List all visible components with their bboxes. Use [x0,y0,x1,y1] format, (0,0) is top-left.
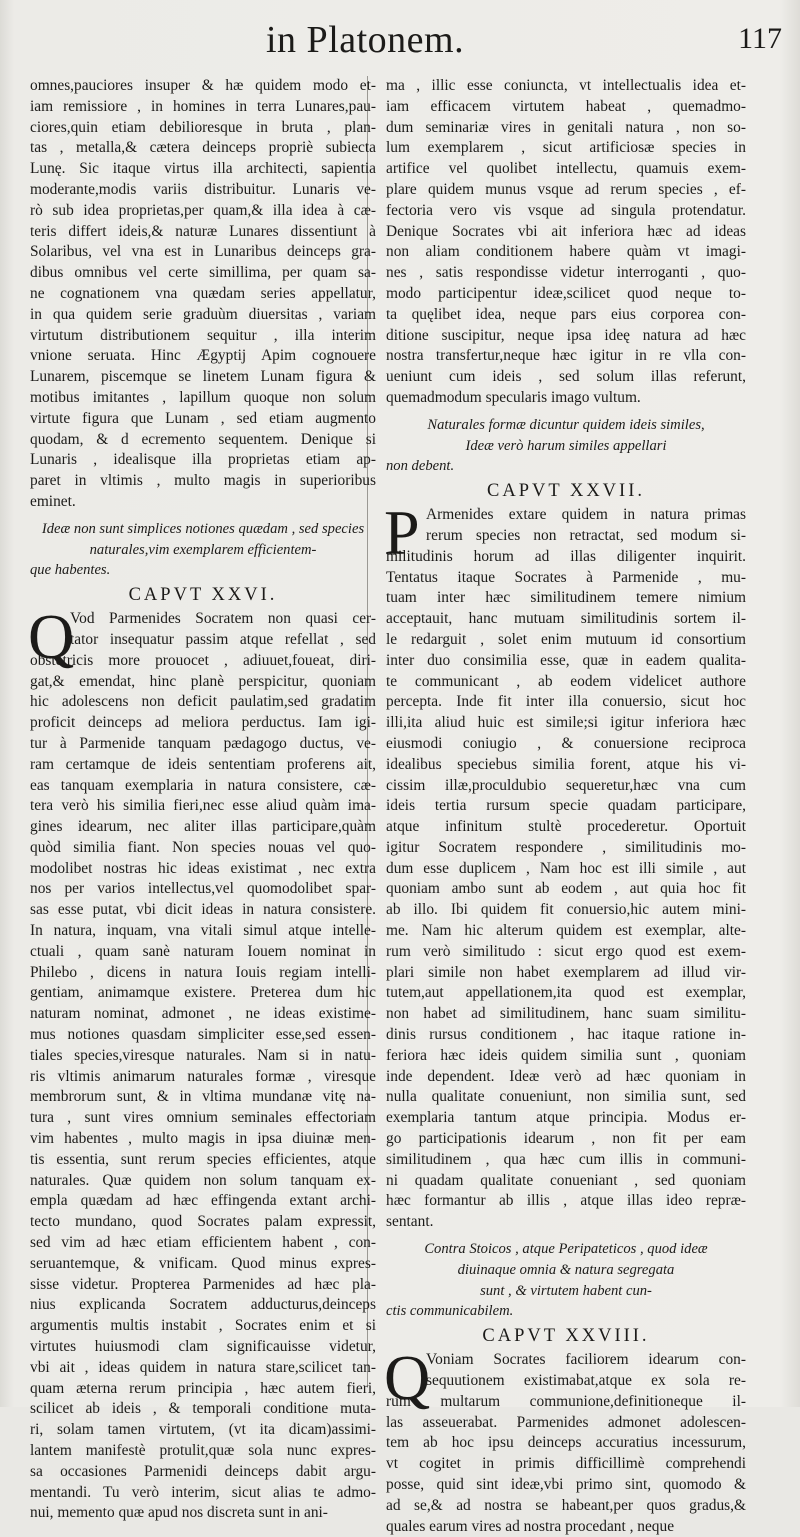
text-line: atque infinitum stultè procederetur. Oportuit [386,818,746,836]
text-line: proficit deinceps ad meliora perductus. Iam igi- [30,714,376,732]
text-line: rum multarum communione,definitioneque il- [386,1392,746,1410]
chapter-heading-xxvii: CAPVT XXVII. [487,481,645,502]
text-line: ta quęlibet idea, neque pars eius corporea con- [386,305,746,323]
text-line: omnes,pauciores insuper & hæ quidem modo et- [30,77,376,94]
text-line: sequutionem existimabat,atque ex sola re- [426,1372,746,1390]
text-line: ueniunt cum ideis , sed solum illas referunt, [386,368,746,386]
text-line: ab illo. Ibi quidem fit conuersio,hic autem mini- [386,901,746,919]
right-column [386,76,746,1537]
text-line: Solaribus, vel vna est in Lunaribus deinceps gra- [30,243,376,261]
text-line: tiales species,viresque naturales. Nam si in natu- [30,1046,376,1064]
text-line: las asseuerabat. Parmenides admonet adolescen- [386,1413,746,1431]
text-line: ad se,& ad nostra se habeant,per quos gradus,& [386,1496,746,1514]
text-line: modo participentur ideæ,scilicet quod neque to- [386,284,746,302]
text-line: virtutes huiusmodi clam significauisse videtur, [30,1338,376,1356]
text-line: tecto mundano, quod Socrates palam expressit, [30,1213,376,1231]
text-line: inter duo consimilia esse, quæ in eadem qualita- [386,651,746,669]
text-line: ri, solam tamen virtutem, (vt ita dicam)assimi- [30,1421,376,1439]
drop-cap: Q [384,1342,431,1414]
text-line: inde dependent. Ideæ verò ad hæc quoniam in [386,1067,746,1085]
text-line: vt cogitet in primis difficillimè comprehendi [386,1455,746,1473]
text-line: membrorum sunt, & in vltima mundanæ vitę na- [30,1088,376,1106]
text-line: sa occasiones Parmenidi deinceps dabit argu- [30,1462,376,1480]
text-line: illi,ita aliud huic est simile;si igitur inferiora hæc [386,714,746,732]
summary-line: Ideæ non sunt simplices notiones quædam , sed species [41,520,365,537]
chapter-xxviii-body [384,1342,746,1537]
text-line: seruantemque, & vnificam. Quod minus expres- [30,1254,376,1272]
text-line: te communicant , ab eodem videlicet authore [386,672,746,690]
text-line: acceptauit, hanc mutuam similitudinis sortem il- [386,610,746,628]
text-line: sentant. [386,1213,434,1231]
left-column [30,76,376,1524]
text-line: paret in vltimis , multo magis in superioribus [30,472,376,490]
text-line: Tentatus itaque Socrates à Parmenide , mu- [386,568,746,586]
text-line: eas tanquam exemplaria in natura consistere, cæ- [30,776,376,794]
chapter-xxvii-body [384,497,746,1233]
text-line: tator insequatur passim atque refellat , sed [70,630,376,648]
text-line: Lunarem, piscemque se linetem Lunam figura & [30,368,376,386]
text-line: tera verò his similia fieri,nec esse aliud quàm ima- [30,797,376,815]
text-line: dibus omnibus vel certe simillima, per quam sa- [30,264,376,282]
text-line: non aliam conditionem habere quàm vt imagi- [386,243,746,261]
text-line: tem ab hoc ipsu deinceps accuratius incessurum, [386,1434,746,1452]
text-line: Denique Socrates vbi ait inferiora hæc ad ideas [386,222,746,240]
text-line: empla quædam ad hæc effingenda extant archi- [30,1192,376,1210]
text-line: sisse videtur. Propterea Parmenides ad hæc pla- [30,1275,376,1293]
text-line: nes , satis respondisse videtur interroganti , quo- [386,264,746,282]
text-line: modolibet nostras hic ideas existimat , nec extra [30,859,376,877]
text-line: tas , metalla,& cætera deinceps propriè subiecta [30,139,376,157]
text-line: motibus imitantes , lapillum quoque non solum [30,388,376,406]
text-line: mentandi. Tu verò interim, sicut alias te admo- [30,1483,376,1501]
text-line: rerum species non retractat, sed modum si- [426,526,746,544]
text-line: ditione suscipitur, neque ipsa ideę natura ad hæc [386,326,746,344]
text-line: exemplaria tantum atque principia. Modus er- [386,1109,746,1127]
chapter-summary-xxvii [386,415,746,477]
text-line: lantem manifestè protulit,quæ sola nunc expres- [30,1442,376,1459]
text-line: iam remissiore , in homines in terra Lunares,pau- [30,97,376,115]
text-line: gines idearum, nec aliter illas participare,quàm [30,818,376,836]
summary-line: naturales,vim exemplarem efficientem- [89,541,317,558]
chapter-xxvi-body [28,601,376,1524]
text-line: quòd similia fiant. Non species nouas vel quo- [30,838,376,856]
text-line: tis essentia, sunt rerum species efficientes, atque [30,1150,376,1168]
text-line: quales earum vires ad nostra procedant , neque [386,1517,675,1535]
text-line: teris differt ideis,& naturæ Lunares dissentiunt à [30,222,376,240]
text-line: mus notiones quasdam simpliciter esse,sed essen- [30,1026,376,1044]
text-line: naturales. Quæ quidem non solum tanquam ex- [30,1171,376,1189]
text-line: vim habentes , multo magis in ipsa diuinæ men- [30,1130,376,1148]
text-line: cissim illæ,proculdubio sequeretur,hæc vna cum [386,776,746,794]
text-line: Philebo , dicens in natura Iouis regiam intelli- [30,963,376,981]
text-line: ni quadam qualitate conueniant , sed quoniam [386,1171,746,1189]
text-line: feriora hæc ideis quidem similia sunt , quoniam [386,1046,746,1064]
text-line: vnione seruata. Hinc Ægyptij Apim cognouere [30,347,376,365]
text-line: quam æterna rerum principia , hæc autem fieri, [30,1379,376,1397]
text-line: iam efficacem virtutem habeat , quemadmo- [386,97,746,115]
summary-line: que habentes. [30,562,111,579]
summary-line: Ideæ verò harum similes appellari [465,437,667,454]
running-head [0,18,800,78]
text-line: hæc formantur ab illis , atque illas ideo repræ- [386,1192,746,1210]
text-line: eiusmodi coniugio , & conuersione reciproca [386,734,746,752]
text-line: plari simile non habet exemplarem ad illud vir- [386,963,746,981]
text-line: ctuali , quam sanè naturam Iouem nominat in [30,942,376,960]
text-line: rò sub idea proprietas,per quam,& illa idea à cæ- [30,201,376,219]
text-line: quoniam ambo sunt ab eodem , aut quia hoc fit [386,880,746,898]
text-line: dum seminariæ vires in genitali natura , non so- [386,118,746,136]
text-line: nius explicanda Socratem adducturus,deinceps [30,1296,376,1314]
text-line: ris vltimis animarum naturales formæ , viresque [30,1067,376,1085]
text-line: militudinis horum ad illas diligenter inquirit. [386,547,746,565]
text-line: Voniam Socrates faciliorem idearum con- [426,1351,746,1369]
text-line: nui, memento quæ apud nos discreta sunt in ani- [30,1504,328,1522]
text-line: Lunaris , idealisque illa proprietas etiam ap- [30,451,376,469]
text-line: In natura, inquam, vna vitali simul atque intelle- [30,922,376,940]
drop-cap: Q [28,601,75,673]
chapter-heading-xxvi: CAPVT XXVI. [128,585,278,606]
page-number: 117 [738,22,782,55]
text-line: naturam nominat, admonet , ne ideas existime- [30,1005,376,1023]
text-line: lum exemplarem , sicut artificiosæ species in [386,139,746,157]
summary-line: non debent. [386,458,455,475]
text-line: tura , sunt vires omnium seminales effectoriam [30,1109,376,1127]
drop-cap: P [384,497,420,569]
text-line: tuam inter hæc similitudinem temere nimium [386,589,746,607]
text-line: dum esse duplicem , Nam hoc est illi simile , aut [386,859,746,877]
text-line: obstetricis more prouocet , adiuuet,foueat, diri- [30,651,376,669]
text-line: non habet ad similitudinem, hanc suam similitu- [386,1005,746,1023]
paragraph-continuation-right [386,76,746,409]
summary-line: sunt , & virtutem habent cun- [480,1282,652,1299]
summary-line: ctis communicabilem. [386,1303,514,1320]
text-line: argumentis multis instabit , Socrates enim et si [30,1317,376,1335]
text-line: scilicet ab ideis , & temporali conditione muta- [30,1400,376,1418]
text-line: sed vim ad hæc etiam efficientem habent , con- [30,1234,376,1252]
text-line: artifice vel quolibet intellectu, quamuis exem- [386,160,746,178]
chapter-summary-xxvi [30,519,376,581]
text-line: fectoria vero vis vsque ad singula protendatur. [386,201,746,219]
summary-line: Naturales formæ dicuntur quidem ideis similes, [427,416,705,433]
text-line: quemadmodum specularis imago vultum. [386,388,641,406]
text-line: le redarguit , solet enim mutuum id consortium [386,630,746,648]
text-line: ma , illic esse coniuncta, vt intellectualis idea et- [386,77,746,94]
text-line: in qua quidem serie graduùm diuersitas , variam [30,305,376,323]
text-line: posse, quid sint ideæ,vbi primo sint, quomodo & [386,1476,746,1493]
text-line: virtute figura que Lunam , sed etiam augmento [30,409,376,427]
text-line: nostra transfertur,neque hæc igitur in re vlla con- [386,347,746,365]
text-line: eminet. [30,492,76,510]
text-line: idealibus speciebus similia forent, atque his vi- [386,755,746,773]
text-line: dinis rursus conditionem , hac itaque ratione in- [386,1026,746,1044]
text-line: go participationis idearum , non fit per eam [386,1130,746,1148]
text-line: ideis tertia rursum specie quadam participare, [386,797,746,815]
text-line: hic adolescens non deficit paulatim,sed gradatim [30,693,376,711]
text-line: plare quidem munus vsque ad rerum species , ef- [386,180,746,198]
text-line: Vod Parmenides Socratem non quasi cer- [70,610,376,628]
text-line: quodam, & d ecremento sequentem. Denique si [30,430,376,448]
text-line: rum verò similitudo : sicut ergo quod est exem- [386,942,746,960]
summary-line: Contra Stoicos , atque Peripateticos , quod ideæ [424,1241,708,1258]
text-line: sas esse putat, vbi dicit ideas in natura consistere. [30,901,376,919]
text-line: vbi ait , ideas quidem in natura stare,scilicet tan- [30,1358,376,1376]
text-line: gat,& emendat, hinc planè perspicitur, quoniam [30,672,376,690]
text-line: percepta. Inde fit inter illa conuersio, sicut hoc [386,693,746,711]
text-line: tutem,aut appellationem,ita quod est exemplar, [386,984,746,1002]
text-line: me. Nam hic alterum quidem est exemplar, alte- [386,922,746,940]
text-line: Armenides extare quidem in natura primas [426,506,746,524]
paragraph-continuation [30,76,376,513]
text-line: ram certamque de ideis sententiam proferens ait, [30,755,376,773]
text-line: similitudinem , qua hæc cum illis in communi- [386,1150,746,1168]
text-line: nulla qualitate conueniunt, non similia sunt, sed [386,1088,746,1106]
text-line: virtutum distributionem sequitur , illa interim [30,326,376,344]
text-line: ciores,quin etiam debilioresque in bruta , plan- [30,118,376,136]
text-line: Lunę. Sic itaque virtus illa architecti, sapientia [30,160,376,178]
text-line: ne cognationem vna quædam series appellatur, [30,284,376,302]
text-line: igitur Socratem respondere , similitudinis mo- [386,838,746,856]
running-title: in Platonem. [266,19,465,61]
summary-line: diuinaque omnia & natura segregata [457,1261,675,1278]
text-line: nos per varios intellectus,vel quomodolibet spar- [30,880,376,898]
chapter-heading-xxviii: CAPVT XXVIII. [482,1326,650,1347]
text-line: gentiam, animamque existere. Preterea dum hic [30,984,376,1002]
text-line: moderante,modis variis distribuitur. Lunaris ve- [30,180,376,198]
chapter-summary-xxviii [386,1239,746,1322]
text-line: tur à Parmenide tanquam pædagogo ductus, ve- [30,734,376,752]
